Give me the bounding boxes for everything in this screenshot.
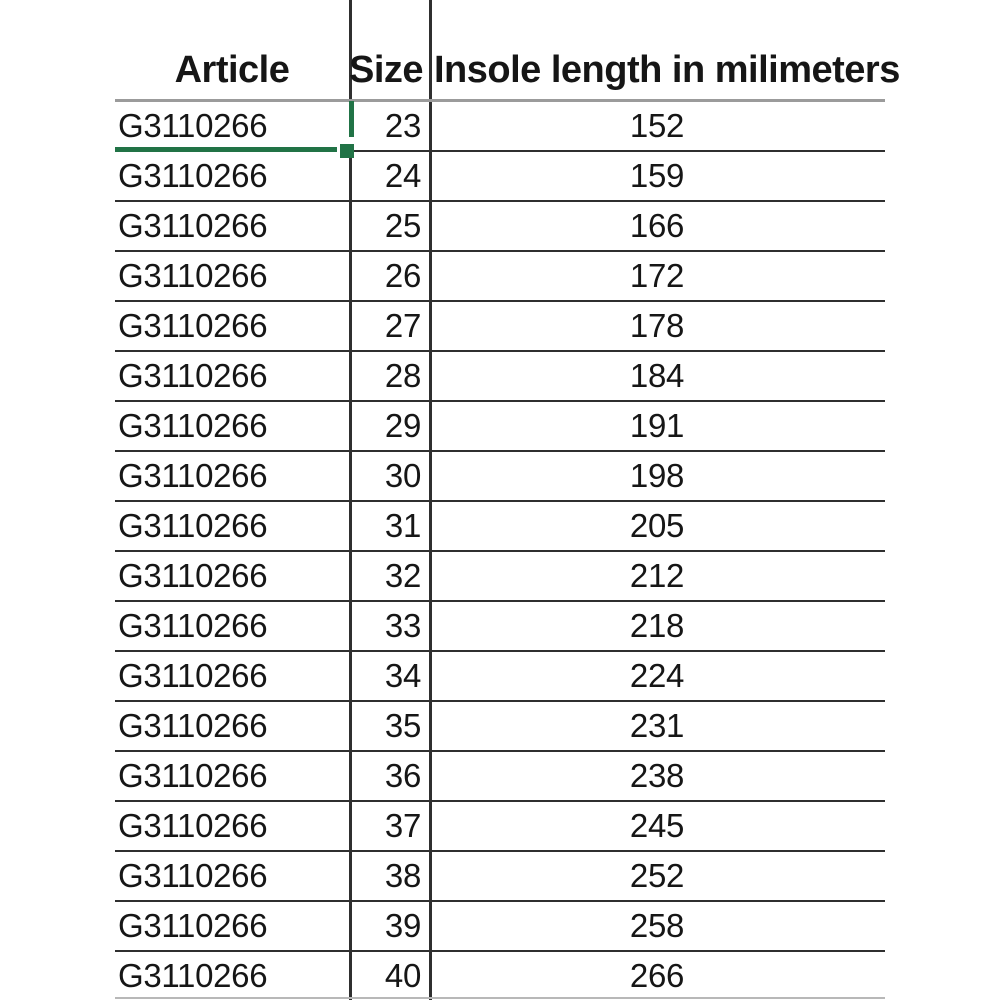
article-cell[interactable]: G3110266 xyxy=(118,657,268,694)
insole-length-cell[interactable]: 224 xyxy=(629,657,685,694)
size-cell[interactable]: 36 xyxy=(384,757,421,794)
article-cell[interactable]: G3110266 xyxy=(118,807,268,844)
header-insole-length[interactable]: Insole length in milimeters xyxy=(434,49,900,91)
bottom-partial-gridline xyxy=(115,997,885,999)
table-row xyxy=(115,752,885,802)
table-header-row xyxy=(115,0,900,102)
table-row xyxy=(115,602,885,652)
article-cell[interactable]: G3110266 xyxy=(118,707,268,744)
table-row xyxy=(115,652,885,702)
size-cell[interactable]: 25 xyxy=(384,207,421,244)
table-body xyxy=(115,102,885,1000)
header-article[interactable]: Article xyxy=(174,49,290,91)
table-row xyxy=(115,252,885,302)
table-row xyxy=(115,102,885,152)
size-cell[interactable]: 39 xyxy=(384,907,421,944)
insole-length-cell[interactable]: 245 xyxy=(629,807,685,844)
table-row xyxy=(115,502,885,552)
table-row xyxy=(115,352,885,402)
size-cell[interactable]: 34 xyxy=(384,657,421,694)
article-cell[interactable]: G3110266 xyxy=(118,207,268,244)
insole-length-cell[interactable]: 218 xyxy=(629,607,685,644)
article-cell[interactable]: G3110266 xyxy=(118,857,268,894)
size-cell[interactable]: 33 xyxy=(384,607,421,644)
size-cell[interactable]: 32 xyxy=(384,557,421,594)
insole-length-cell[interactable]: 258 xyxy=(629,907,685,944)
size-cell[interactable]: 26 xyxy=(384,257,421,294)
insole-length-cell[interactable]: 152 xyxy=(629,107,685,144)
size-cell[interactable]: 24 xyxy=(384,157,421,194)
insole-length-cell[interactable]: 238 xyxy=(629,757,685,794)
size-cell[interactable]: 40 xyxy=(384,957,421,994)
article-cell[interactable]: G3110266 xyxy=(118,107,268,144)
article-cell[interactable]: G3110266 xyxy=(118,357,268,394)
table-row xyxy=(115,552,885,602)
insole-length-cell[interactable]: 252 xyxy=(629,857,685,894)
table-row xyxy=(115,952,885,1000)
header-size[interactable]: Size xyxy=(349,49,424,91)
table-row xyxy=(115,152,885,202)
article-cell[interactable]: G3110266 xyxy=(118,257,268,294)
insole-length-cell[interactable]: 178 xyxy=(629,307,685,344)
insole-length-cell[interactable]: 184 xyxy=(629,357,685,394)
insole-length-cell[interactable]: 159 xyxy=(629,157,685,194)
insole-length-cell[interactable]: 198 xyxy=(629,457,685,494)
size-cell[interactable]: 38 xyxy=(384,857,421,894)
insole-length-cell[interactable]: 172 xyxy=(629,257,685,294)
size-cell[interactable]: 23 xyxy=(384,107,421,144)
insole-length-cell[interactable]: 231 xyxy=(629,707,685,744)
insole-length-cell[interactable]: 166 xyxy=(629,207,685,244)
article-cell[interactable]: G3110266 xyxy=(118,457,268,494)
article-cell[interactable]: G3110266 xyxy=(118,907,268,944)
article-cell[interactable]: G3110266 xyxy=(118,607,268,644)
table-row xyxy=(115,902,885,952)
table-row xyxy=(115,302,885,352)
size-cell[interactable]: 37 xyxy=(384,807,421,844)
fill-handle[interactable] xyxy=(340,144,354,158)
size-cell[interactable]: 35 xyxy=(384,707,421,744)
table-row xyxy=(115,852,885,902)
size-cell[interactable]: 29 xyxy=(384,407,421,444)
article-cell[interactable]: G3110266 xyxy=(118,407,268,444)
article-cell[interactable]: G3110266 xyxy=(118,507,268,544)
insole-length-cell[interactable]: 191 xyxy=(629,407,685,444)
size-cell[interactable]: 31 xyxy=(384,507,421,544)
size-cell[interactable]: 28 xyxy=(384,357,421,394)
article-cell[interactable]: G3110266 xyxy=(118,557,268,594)
article-cell[interactable]: G3110266 xyxy=(118,157,268,194)
table-row xyxy=(115,402,885,452)
table-row xyxy=(115,802,885,852)
insole-length-cell[interactable]: 266 xyxy=(629,957,685,994)
insole-length-cell[interactable]: 212 xyxy=(629,557,685,594)
selection-handle-gap-top xyxy=(348,137,355,144)
table-row xyxy=(115,202,885,252)
table-row xyxy=(115,702,885,752)
selection-border-right xyxy=(349,101,354,137)
article-cell[interactable]: G3110266 xyxy=(118,307,268,344)
selection-border-bottom xyxy=(115,147,337,152)
size-cell[interactable]: 30 xyxy=(384,457,421,494)
insole-length-cell[interactable]: 205 xyxy=(629,507,685,544)
article-cell[interactable]: G3110266 xyxy=(118,957,268,994)
table-row xyxy=(115,452,885,502)
size-cell[interactable]: 27 xyxy=(384,307,421,344)
article-cell[interactable]: G3110266 xyxy=(118,757,268,794)
